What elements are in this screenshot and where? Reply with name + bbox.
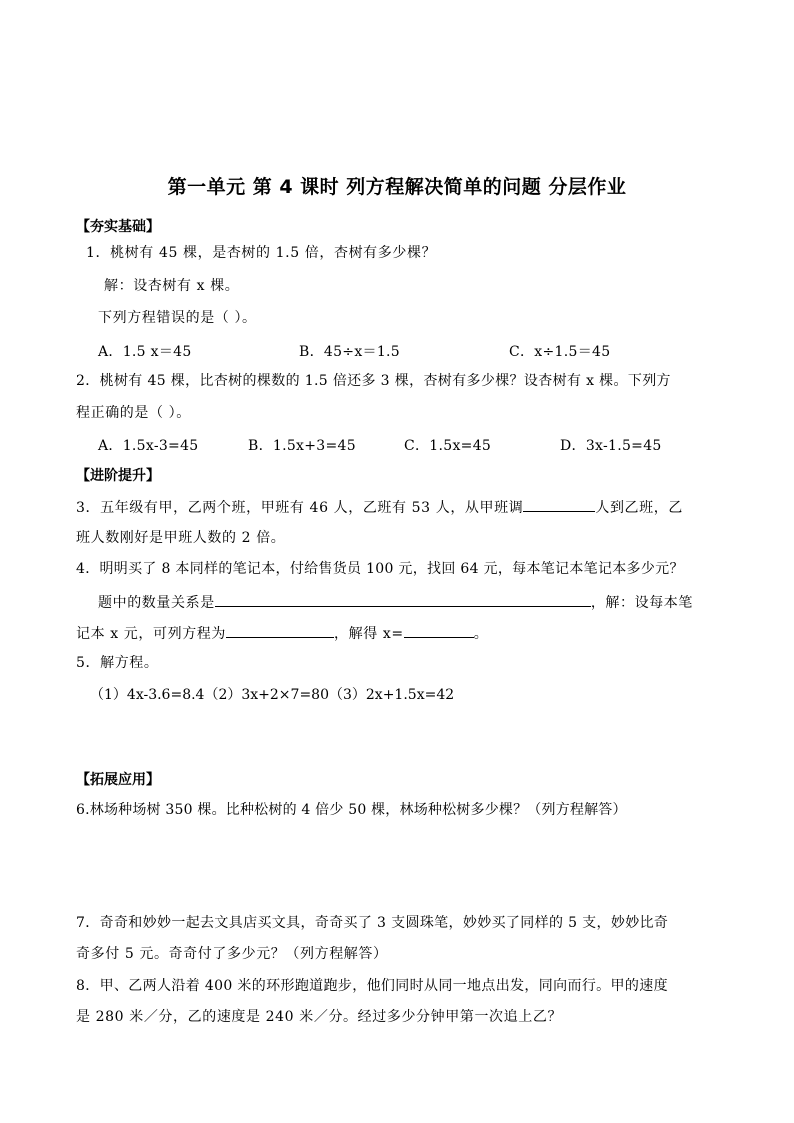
- question-4-equation-label: 记本 x 元，可列方程为: [76, 626, 226, 642]
- question-1-text: 1．桃树有 45 棵，是杏树的 1.5 倍，杏树有多少棵？: [86, 245, 437, 261]
- question-4-equation-blank[interactable]: [226, 623, 334, 638]
- question-3-line-1: [76, 497, 683, 517]
- question-1-solution: 解：设杏树有 x 棵。: [104, 278, 240, 294]
- question-7-line-1: 7．奇奇和妙妙一起去文具店买文具，奇奇买了 3 支圆珠笔，妙妙买了同样的 5 支，妙妙比奇: [76, 915, 669, 931]
- question-4-period: 。: [473, 626, 489, 642]
- question-5-title: 5．解方程。: [76, 655, 159, 671]
- question-2-option-d: D．3x-1.5=45: [560, 438, 662, 454]
- question-4-relation-label: 题中的数量关系是: [98, 595, 215, 611]
- question-6-text: 6.林场种场树 350 棵。比种松树的 4 倍少 50 棵，林场种松树多少棵？（列方程解答）: [76, 802, 627, 818]
- question-7-line-2: 奇多付 5 元。奇奇付了多少元？（列方程解答）: [76, 946, 388, 962]
- question-2-line-2: 程正确的是（ ）。: [76, 405, 191, 421]
- question-2-option-c: C．1.5x=45: [404, 438, 492, 454]
- question-8-line-1: 8．甲、乙两人沿着 400 米的环形跑道跑步，他们同时从同一地点出发，同向而行。甲的速度: [76, 978, 668, 994]
- question-4-relation-blank[interactable]: [215, 592, 591, 607]
- question-4-line-2: [98, 592, 693, 612]
- page-title: 第一单元 第 4 课时 列方程解决简单的问题 分层作业: [167, 176, 627, 198]
- question-4-result-blank[interactable]: [404, 623, 474, 638]
- question-3-text-before-blank: 3．五年级有甲，乙两个班，甲班有 46 人，乙班有 53 人，从甲班调: [76, 500, 524, 516]
- question-1-option-b: B．45÷x＝1.5: [299, 344, 400, 360]
- question-5-equations: （1）4x-3.6=8.4（2）3x+2×7=80（3）2x+1.5x=42: [90, 687, 455, 703]
- question-3-text-after-blank: 人到乙班，乙: [595, 500, 683, 516]
- question-2-line-1: 2．桃树有 45 棵，比杏树的棵数的 1.5 倍还多 3 棵，杏树有多少棵？设杏树有 x 棵。下列方: [76, 373, 671, 389]
- question-1-option-a: A．1.5 x＝45: [98, 344, 192, 360]
- question-4-line-1: 4．明明买了 8 本同样的笔记本，付给售货员 100 元，找回 64 元，每本笔记本笔记本多少元？: [76, 561, 684, 577]
- question-4-result-label: ，解得 x=: [334, 626, 404, 642]
- section-advanced-heading: 【进阶提升】: [76, 468, 160, 484]
- section-basic-heading: 【夯实基础】: [76, 219, 160, 235]
- question-8-line-2: 是 280 米／分，乙的速度是 240 米／分。经过多少分钟甲第一次追上乙？: [76, 1009, 563, 1025]
- question-2-option-b: B．1.5x+3=45: [248, 438, 356, 454]
- question-3-answer-blank[interactable]: [523, 497, 595, 512]
- question-2-option-a: A．1.5x-3=45: [98, 438, 199, 454]
- question-4-line-3: [76, 623, 488, 643]
- question-1-prompt: 下列方程错误的是（ ）。: [98, 310, 257, 326]
- question-4-solution-start: ，解：设每本笔: [590, 595, 694, 611]
- section-extension-heading: 【拓展应用】: [76, 772, 160, 788]
- question-3-line-2: 班人数刚好是甲班人数的 2 倍。: [76, 530, 286, 546]
- question-1-option-c: C．x÷1.5＝45: [509, 344, 611, 360]
